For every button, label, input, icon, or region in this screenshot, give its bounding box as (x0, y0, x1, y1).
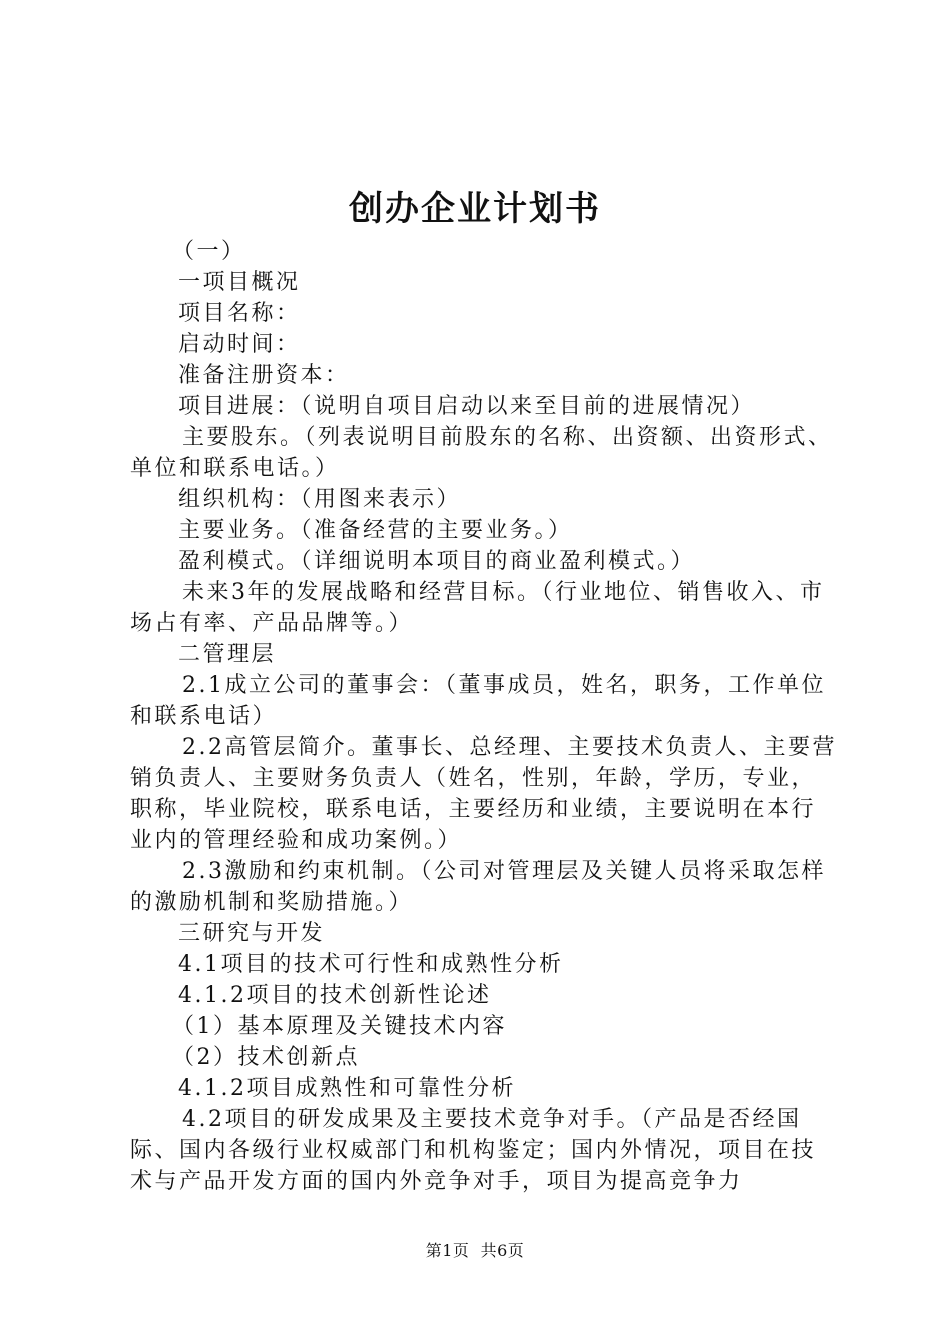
paragraph-executives: 2.2高管层简介。董事长、总经理、主要技术负责人、主要营销负责人、主要财务负责人（姓名，性别，年龄，学历，专业，职称，毕业院校，联系电话，主要经历和业绩，主要说明在本行业内的管理经验和成功案例。） (130, 735, 837, 853)
field-future-strategy: 未来3年的发展战略和经营目标。（行业地位、销售收入、市场占有率、产品品牌等。） (130, 580, 825, 636)
document-body (130, 236, 840, 1197)
paragraph-feasibility: 4.1项目的技术可行性和成熟性分析 (178, 952, 564, 977)
page-number: 第1页 共6页 (425, 1241, 525, 1260)
heading-project-overview: 一项目概况 (178, 270, 301, 295)
heading-management: 二管理层 (178, 642, 277, 667)
field-main-business: 主要业务。（准备经营的主要业务。） (178, 518, 573, 543)
field-project-progress: 项目进展：（说明自项目启动以来至目前的进展情况） (178, 394, 756, 419)
paragraph-innovation: 4.1.2项目的技术创新性论述 (178, 983, 492, 1008)
page-footer (0, 1240, 950, 1262)
field-organization: 组织机构：（用图来表示） (178, 487, 462, 512)
field-profit-model: 盈利模式。（详细说明本项目的商业盈利模式。） (178, 549, 696, 574)
list-item-innovation-points: （2）技术创新点 (172, 1045, 360, 1070)
paragraph-board: 2.1成立公司的董事会：（董事成员，姓名，职务，工作单位和联系电话） (130, 673, 826, 729)
field-registered-capital: 准备注册资本： (178, 363, 350, 388)
document-title: 创办企业计划书 (349, 189, 601, 229)
paragraph-maturity: 4.1.2项目成熟性和可靠性分析 (178, 1076, 516, 1101)
section-marker: （一） (172, 239, 246, 264)
field-main-shareholders: 主要股东。（列表说明目前股东的名称、出资额、出资形式、单位和联系电话。） (130, 425, 833, 481)
paragraph-rd-results: 4.2项目的研发成果及主要技术竞争对手。（产品是否经国际、国内各级行业权威部门和机构鉴定；国内外情况，项目在技术与产品开发方面的国内外竞争对手，项目为提高竞争力 (130, 1107, 817, 1194)
field-start-time: 启动时间： (178, 332, 301, 357)
paragraph-incentives: 2.3激励和约束机制。（公司对管理层及关键人员将采取怎样的激励机制和奖励措施。） (130, 859, 826, 915)
field-project-name: 项目名称： (178, 301, 301, 326)
list-item-principles: （1）基本原理及关键技术内容 (172, 1014, 507, 1039)
heading-research-development: 三研究与开发 (178, 921, 326, 946)
